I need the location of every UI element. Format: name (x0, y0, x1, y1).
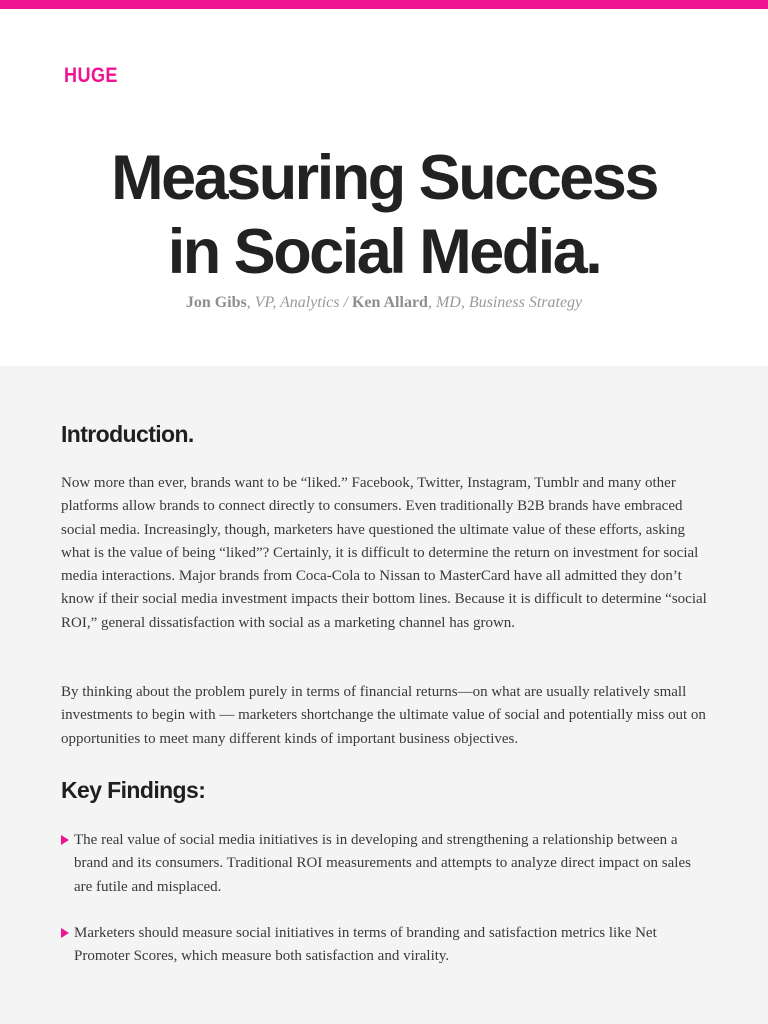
key-finding-text: Marketers should measure social initiatives in terms of branding and satisfaction metrics like Net Promoter Scores, which measure both satisfaction and virality. (74, 925, 657, 965)
author-1-role: VP, Analytics / (254, 294, 348, 311)
key-finding-text: The real value of social media initiatives is in developing and strengthening a relationship between a brand and its consumers. Traditional ROI measurements and attempts to analyze direct impact on sales are futile and misplaced. (74, 832, 691, 895)
introduction-paragraph-2: By thinking about the problem purely in terms of financial returns—on what are usually relatively small investments to begin with — marketers shortchange the ultimate value of social and potentially miss out on opportunities to meet many different kinds of important business objectives. (61, 684, 706, 747)
author-2-role: MD, Business Strategy (435, 294, 583, 311)
author-byline (0, 294, 768, 312)
triangle-bullet-icon (61, 928, 69, 938)
huge-logo: HUGE (64, 64, 118, 87)
byline-separator-2: , (427, 294, 436, 311)
author-1-name: Jon Gibs (185, 294, 247, 311)
author-2-name: Ken Allard (351, 294, 428, 311)
title-line-2: in Social Media. (167, 217, 601, 287)
triangle-bullet-icon (61, 835, 69, 845)
page-title (0, 141, 768, 289)
key-findings-heading: Key Findings: (61, 777, 206, 803)
introduction-paragraph-1: Now more than ever, brands want to be “liked.” Facebook, Twitter, Instagram, Tumblr and many other platforms allow brands to connect directly to consumers. Even traditionally B2B brands have embraced social media. Increasingly, though, marketers have questioned the ultimate value of these efforts, asking what is the value of being “liked”? Certainly, it is difficult to determine the return on investment for social media interactions. Major brands from Coca-Cola to Nissan to MasterCard have all admitted they don’t know if their social media investment impacts their bottom lines. Because it is difficult to determine “social ROI,” general dissatisfaction with social as a marketing channel has grown. (61, 475, 707, 631)
top-accent-bar (0, 0, 768, 9)
introduction-heading: Introduction. (61, 421, 194, 447)
page-header (0, 9, 768, 366)
title-line-1: Measuring Success (111, 143, 657, 213)
byline-separator-1: , (246, 294, 255, 311)
